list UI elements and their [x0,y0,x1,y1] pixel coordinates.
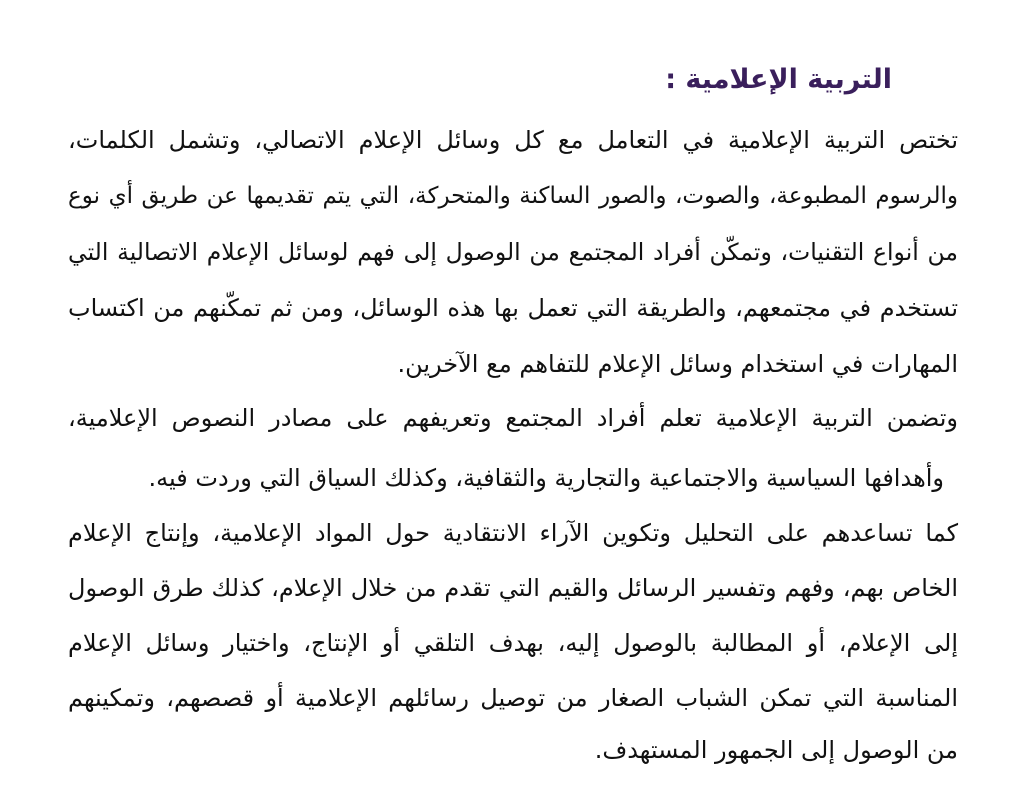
text-line: المهارات في استخدام وسائل الإعلام للتفاهم مع الآخرين. [397,350,958,378]
text-line: تختص التربية الإعلامية في التعامل مع كل وسائل الإعلام الاتصالي، وتشمل الكلمات، [68,126,958,154]
text-line: من الوصول إلى الجمهور المستهدف. [594,736,958,764]
text-line: تستخدم في مجتمعهم، والطريقة التي تعمل بها هذه الوسائل، ومن ثم تمكّنهم من اكتساب [68,294,958,322]
text-line: وأهدافها السياسية والاجتماعية والتجارية والثقافية، وكذلك السياق التي وردت فيه. [148,464,944,492]
text-line: الخاص بهم، وفهم وتفسير الرسائل والقيم التي تقدم من خلال الإعلام، كذلك طرق الوصول [68,574,958,602]
text-line: إلى الإعلام، أو المطالبة بالوصول إليه، بهدف التلقي أو الإنتاج، واختيار وسائل الإعلام [68,629,958,657]
text-line: المناسبة التي تمكن الشباب الصغار من توصيل رسائلهم الإعلامية أو قصصهم، وتمكينهم [68,684,958,712]
text-line: وتضمن التربية الإعلامية تعلم أفراد المجتمع وتعريفهم على مصادر النصوص الإعلامية، [68,404,958,432]
section-heading: التربية الإعلامية : [665,64,892,95]
text-line: والرسوم المطبوعة، والصوت، والصور الساكنة والمتحركة، التي يتم تقديمها عن طريق أي نوع [68,183,958,209]
text-line: كما تساعدهم على التحليل وتكوين الآراء الانتقادية حول المواد الإعلامية، وإنتاج الإعلام [68,519,958,547]
text-line: من أنواع التقنيات، وتمكّن أفراد المجتمع من الوصول إلى فهم لوسائل الإعلام الاتصالية التي [68,238,958,266]
